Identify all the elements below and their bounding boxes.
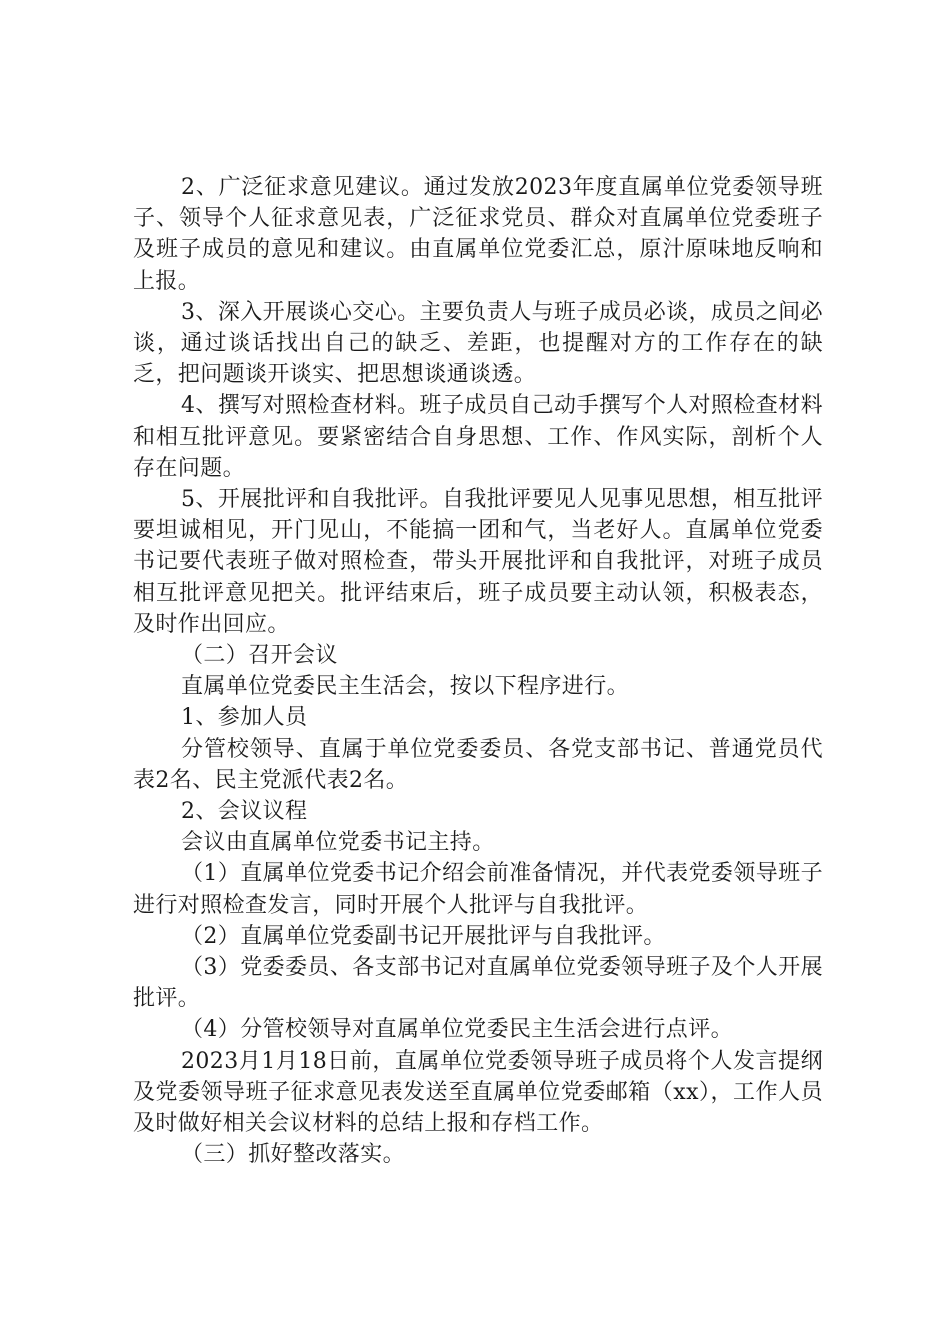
subheading-agenda: 2、会议议程: [181, 799, 308, 825]
paragraph-attendee-list: 分管校领导、直属于单位党委委员、各党支部书记、普通党员代表2名、民主党派代表2名。: [133, 736, 823, 793]
section-heading-rectification: （三）抓好整改落实。: [181, 1142, 406, 1168]
paragraph-meeting-host: 会议由直属单位党委书记主持。: [181, 830, 495, 856]
agenda-item-2: （2）直属单位党委副书记开展批评与自我批评。: [181, 923, 666, 949]
agenda-item-3: （3）党委委员、各支部书记对直属单位党委领导班子及个人开展批评。: [133, 955, 823, 1012]
subheading-attendees: 1、参加人员: [181, 705, 308, 731]
section-heading-convene-meeting: （二）召开会议: [181, 643, 338, 669]
paragraph-solicit-opinions: 2、广泛征求意见建议。通过发放2023年度直属单位党委领导班子、领导个人征求意见表，广泛征求党员、群众对直属单位党委班子及班子成员的意见和建议。由直属单位党委汇总，原汁原味地反响和上报。: [133, 175, 823, 294]
paragraph-criticism-self-criticism: 5、开展批评和自我批评。自我批评要见人见事见思想，相互批评要坦诚相见，开门见山，不能搞一团和气，当老好人。直属单位党委书记要代表班子做对照检查，带头开展批评和自我批评，对班子成员相互批评意见把关。批评结束后，班子成员要主动认领，积极表态，及时作出回应。: [133, 487, 823, 637]
paragraph-heart-to-heart-talks: 3、深入开展谈心交心。主要负责人与班子成员必谈，成员之间必谈，通过谈话找出自己的缺乏、差距，也提醒对方的工作存在的缺乏，把问题谈开谈实、把思想谈通谈透。: [133, 299, 823, 388]
paragraph-self-inspection-materials: 4、撰写对照检查材料。班子成员自己动手撰写个人对照检查材料和相互批评意见。要紧密结合自身思想、工作、作风实际，剖析个人存在问题。: [133, 393, 823, 481]
paragraph-submission-deadline: 2023月1月18日前，直属单位党委领导班子成员将个人发言提纲及党委领导班子征求意见表发送至直属单位党委邮箱（xx），工作人员及时做好相关会议材料的总结上报和存档工作。: [133, 1048, 823, 1137]
paragraph-meeting-procedure: 直属单位党委民主生活会，按以下程序进行。: [181, 674, 630, 700]
agenda-item-1: （1）直属单位党委书记介绍会前准备情况，并代表党委领导班子进行对照检查发言，同时开展个人批评与自我批评。: [133, 861, 823, 918]
document-body: [133, 172, 823, 1171]
agenda-item-4: （4）分管校领导对直属单位党委民主生活会进行点评。: [181, 1017, 733, 1043]
